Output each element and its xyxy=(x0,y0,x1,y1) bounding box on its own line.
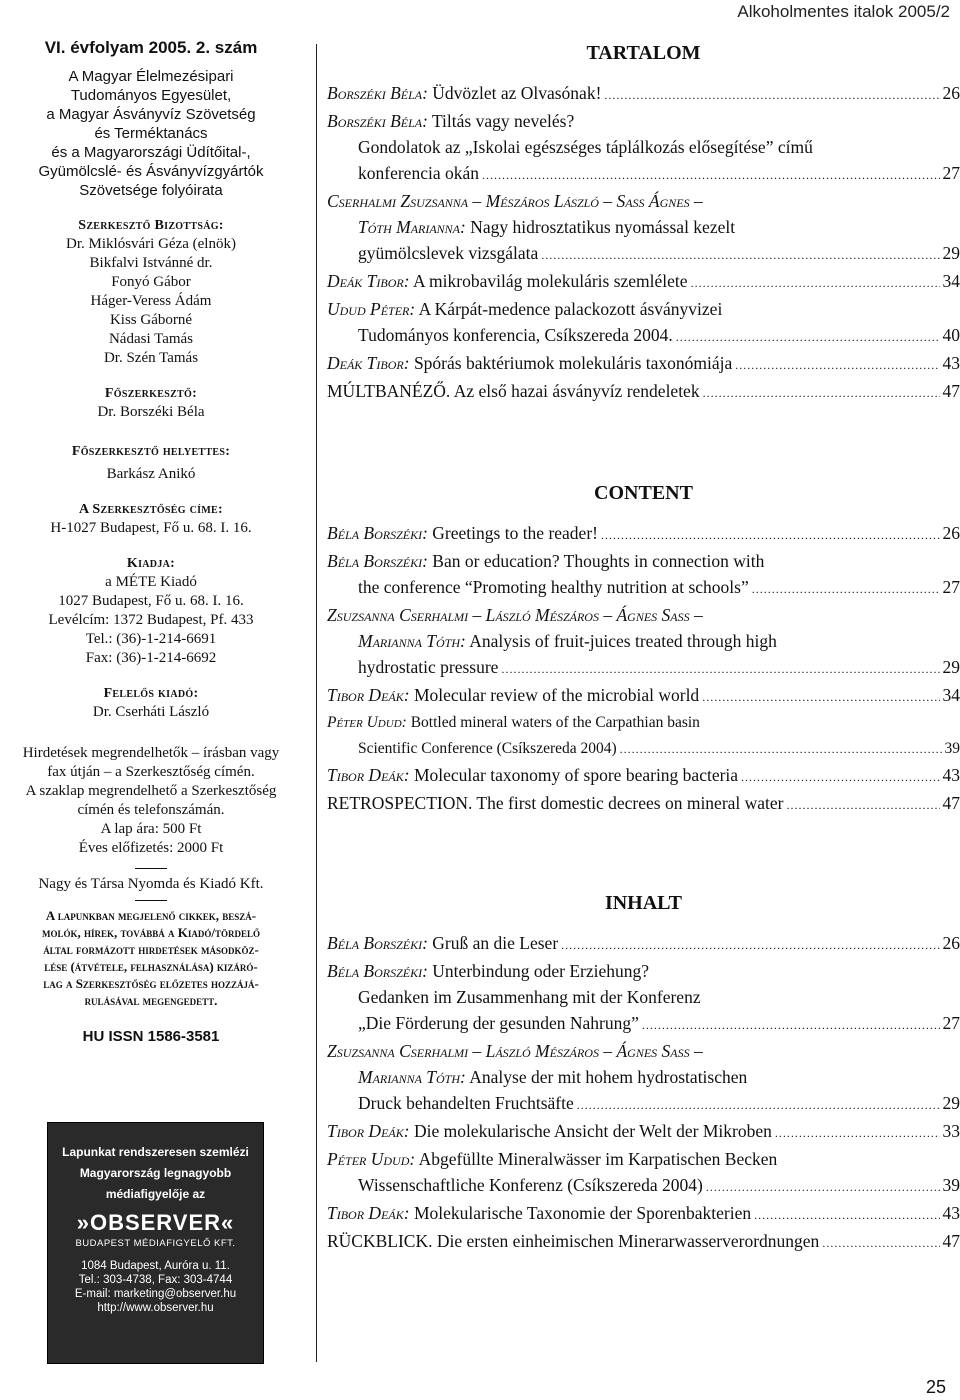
toc-entry-cont: hydrostatic pressure ..... 29 xyxy=(327,654,960,682)
divider-dash xyxy=(135,900,167,901)
divider-dash xyxy=(135,868,167,869)
advert-contact-line: http://www.observer.hu xyxy=(97,1302,214,1314)
ads-info-line: címén és telefonszámán. xyxy=(77,802,225,818)
toc-entry: Béla Borszéki: Gruß an die Leser ..... 26 xyxy=(327,930,960,958)
toc-entry: Péter Udud: Abgefüllte Mineralwässer im Karpatischen Becken xyxy=(327,1149,778,1169)
section-title: CONTENT xyxy=(594,482,693,504)
publisher-description xyxy=(0,67,302,200)
section-title: TARTALOM xyxy=(586,42,701,64)
publisher-line: és Terméktanács xyxy=(94,125,208,142)
toc-entry-cont: konferencia okán ..... 27 xyxy=(327,160,960,188)
publisher-info-line: Tel.: (36)-1-214-6691 xyxy=(85,631,217,647)
publisher-line: A Magyar Élelmezésipari xyxy=(68,68,234,85)
publisher-heading: Kiadja: xyxy=(126,556,176,571)
toc-entry: Péter Udud: Bottled mineral waters of the Carpathian basin xyxy=(327,714,700,731)
notice-line: lése (átvétele, felhasználása) kizáró- xyxy=(44,959,258,974)
toc-entry: Marianna Tóth: Analysis of fruit-juices treated through high xyxy=(358,631,777,651)
toc-entry-cont: Scientific Conference (Csíkszereda 2004) ..... 39 xyxy=(327,736,960,762)
toc-entry-cont: „Die Förderung der gesunden Nahrung” ..... 27 xyxy=(327,1010,960,1038)
advert-contact-line: 1084 Budapest, Auróra u. 11. xyxy=(81,1260,230,1272)
publisher-line: Szövetsége folyóirata xyxy=(79,182,223,199)
deputy-heading: Főszerkesztő helyettes: xyxy=(71,444,231,459)
running-header: Alkoholmentes italok 2005/2 xyxy=(737,2,950,21)
ads-info-line: fax útján – a Szerkesztőség címén. xyxy=(47,764,255,780)
toc-entry: Tibor Deák: Molekularische Taxonomie der Sporenbakterien ..... 43 xyxy=(327,1200,960,1228)
copyright-notice xyxy=(0,907,302,1009)
toc-authors: Zsuzsanna Cserhalmi – László Mészáros – Ágnes Sass – xyxy=(327,605,703,625)
publisher-info-line: Levélcím: 1372 Budapest, Pf. 433 xyxy=(48,612,254,628)
publisher-info-line: a MÉTE Kiadó xyxy=(105,574,197,590)
board-member: Bikfalvi Istvánné dr. xyxy=(89,255,213,271)
notice-line: A lapunkban megjelenő cikkek, beszá- xyxy=(45,908,257,923)
advert-brand: »OBSERVER« xyxy=(76,1210,235,1235)
advert-subbrand: BUDAPEST MÉDIAFIGYELŐ KFT. xyxy=(75,1238,236,1249)
advert-contact xyxy=(48,1259,263,1315)
toc-entry: Marianna Tóth: Analyse der mit hohem hydrostatischen xyxy=(358,1067,748,1087)
issue-line: VI. évfolyam 2005. 2. szám xyxy=(44,38,258,57)
editor-name: Dr. Borszéki Béla xyxy=(97,404,205,420)
toc-entry: MÚLTBANÉZŐ. Az első hazai ásványvíz rendeletek ..... 47 xyxy=(327,378,960,406)
ads-info-line: Éves előfizetés: 2000 Ft xyxy=(78,840,224,856)
toc-entry-cont: Druck behandelten Fruchtsäfte ..... 29 xyxy=(327,1090,960,1118)
board-member: Dr. Szén Tamás xyxy=(103,350,199,366)
publisher-info-line: 1027 Budapest, Fő u. 68. I. 16. xyxy=(58,593,244,609)
publisher-info-line: Fax: (36)-1-214-6692 xyxy=(85,650,217,666)
address-heading: A Szerkesztőség címe: xyxy=(78,502,223,517)
editor-heading: Főszerkesztő: xyxy=(104,386,198,401)
notice-line: rulásával megengedett. xyxy=(84,993,218,1008)
board-member: Kiss Gáborné xyxy=(109,312,193,328)
toc-entry-cont: Tudományos konferencia, Csíkszereda 2004. ..... 40 xyxy=(327,322,960,350)
ads-info-line: Hirdetések megrendelhetők – írásban vagy xyxy=(22,745,280,761)
advert-contact-line: Tel.: 303-4738, Fax: 303-4744 xyxy=(78,1274,233,1286)
observer-advert xyxy=(47,1122,264,1364)
toc-entry: Udud Péter: A Kárpát-medence palackozott ásványvizei xyxy=(327,299,723,319)
toc-entry: Tibor Deák: Molecular review of the microbial world ..... 34 xyxy=(327,682,960,710)
editorial-address: H-1027 Budapest, Fő u. 68. I. 16. xyxy=(50,520,252,536)
toc-entry: RETROSPECTION. The first domestic decrees on mineral water ..... 47 xyxy=(327,790,960,818)
responsible-heading: Felelős kiadó: xyxy=(103,686,199,701)
ads-info-line: A szaklap megrendelhető a Szerkesztőség xyxy=(25,783,277,799)
toc-entry-cont: gyümölcslevek vizsgálata ..... 29 xyxy=(327,240,960,268)
board-member: Fonyó Gábor xyxy=(111,274,191,290)
ads-info xyxy=(0,744,302,858)
toc-entry: Tibor Deák: Molecular taxonomy of spore bearing bacteria ..... 43 xyxy=(327,762,960,790)
toc-german xyxy=(327,890,960,1256)
printer: Nagy és Társa Nyomda és Kiadó Kft. xyxy=(38,876,264,892)
toc-entry: Béla Borszéki: Unterbindung oder Erziehung? xyxy=(327,961,650,981)
toc-entry: RÜCKBLICK. Die ersten einheimischen Minerarwasserverordnungen ..... 47 xyxy=(327,1228,960,1256)
toc-entry-cont: Gondolatok az „Iskolai egészséges táplálkozás elősegítése” című xyxy=(358,137,813,157)
advert-line: Lapunkat rendszeresen szemlézi xyxy=(62,1145,249,1159)
deputy-name: Barkász Anikó xyxy=(106,466,196,482)
toc-entry-cont: Gedanken im Zusammenhang mit der Konferenz xyxy=(358,987,701,1007)
board-members xyxy=(0,235,302,368)
toc-hungarian xyxy=(327,40,960,406)
toc-entry: Borszéki Béla: Tiltás vagy nevelés? xyxy=(327,111,575,131)
toc-authors: Zsuzsanna Cserhalmi – László Mészáros – Ágnes Sass – xyxy=(327,1041,703,1061)
toc-entry: Béla Borszéki: Greetings to the reader! ..... 26 xyxy=(327,520,960,548)
section-title: INHALT xyxy=(604,892,683,914)
publisher-line: Tudományos Egyesület, xyxy=(70,87,232,104)
responsible-name: Dr. Cserháti László xyxy=(92,704,210,720)
toc-entry: Deák Tibor: Spórás baktériumok molekuláris taxonómiája ..... 43 xyxy=(327,350,960,378)
advert-contact-line: E-mail: marketing@observer.hu xyxy=(74,1288,237,1300)
toc-authors: Cserhalmi Zsuzsanna – Mészáros László – Sass Ágnes – xyxy=(327,191,703,211)
notice-line: lag a Szerkesztőség előzetes hozzájá- xyxy=(43,976,259,991)
notice-line: által formázott hirdetések másodköz- xyxy=(43,942,259,957)
toc-entry: Béla Borszéki: Ban or education? Thoughts in connection with xyxy=(327,551,765,571)
board-heading: Szerkesztő Bizottság: xyxy=(78,218,224,233)
toc-entry: Borszéki Béla: Üdvözlet az Olvasónak! ..... 26 xyxy=(327,80,960,108)
board-member: Dr. Miklósvári Géza (elnök) xyxy=(66,236,236,252)
board-member: Háger-Veress Ádám xyxy=(90,293,212,309)
board-member: Nádasi Tamás xyxy=(108,331,194,347)
toc-entry: Tóth Marianna: Nagy hidrosztatikus nyomással kezelt xyxy=(358,217,736,237)
advert-line: médiafigyelője az xyxy=(105,1187,206,1201)
toc-entry-cont: Wissenschaftliche Konferenz (Csíkszereda 2004) ..... 39 xyxy=(327,1172,960,1200)
ads-info-line: A lap ára: 500 Ft xyxy=(100,821,202,837)
issn: HU ISSN 1586-3581 xyxy=(82,1028,220,1045)
advert-line: Magyarország legnagyobb xyxy=(79,1166,232,1180)
toc-entry: Deák Tibor: A mikrobavilág molekuláris szemlélete ..... 34 xyxy=(327,268,960,296)
publisher-line: Gyümölcslé- és Ásványvízgyártók xyxy=(38,163,264,180)
toc-entry-cont: the conference “Promoting healthy nutrition at schools” ..... 27 xyxy=(327,574,960,602)
notice-line: molók, hírek, továbbá a Kiadó/tördelő xyxy=(41,925,261,940)
publisher-info xyxy=(0,573,302,668)
masthead xyxy=(0,38,302,1046)
toc-english xyxy=(327,480,960,818)
column-divider xyxy=(316,44,317,1362)
publisher-line: és a Magyarországi Üdítőital-, xyxy=(51,144,251,161)
page-number: 25 xyxy=(925,1377,946,1397)
publisher-line: a Magyar Ásványvíz Szövetség xyxy=(46,106,256,123)
toc-entry: Tibor Deák: Die molekularische Ansicht der Welt der Mikroben ..... 33 xyxy=(327,1118,960,1146)
